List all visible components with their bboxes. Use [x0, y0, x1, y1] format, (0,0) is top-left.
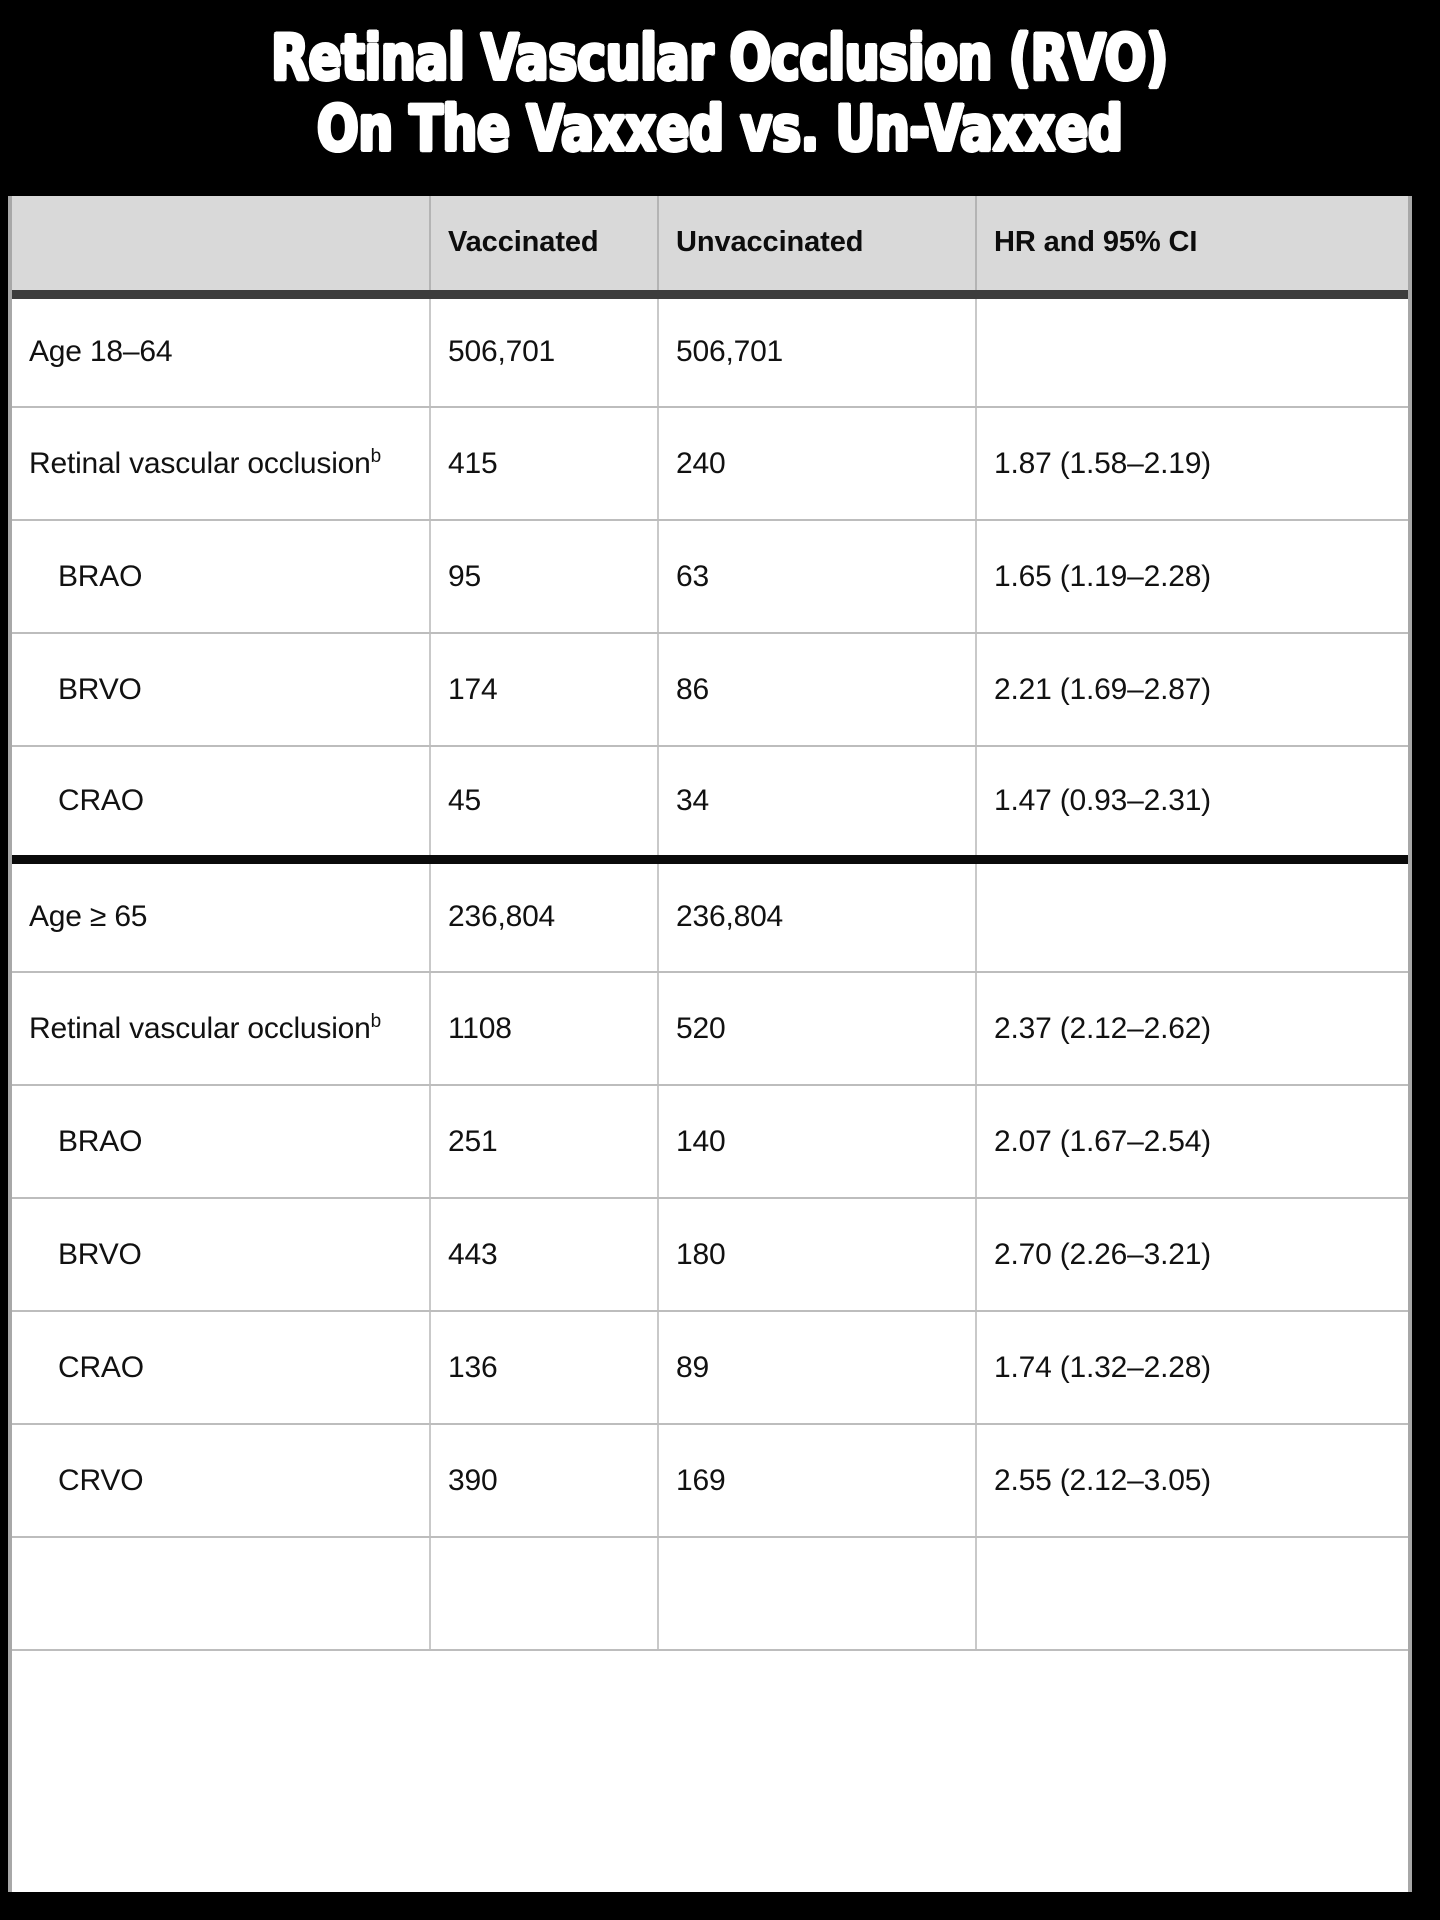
row-unvaccinated-cell: 236,804	[658, 859, 976, 972]
table-row	[12, 1085, 1408, 1198]
row-vaccinated-cell: 251	[430, 1085, 658, 1198]
table-row	[12, 1198, 1408, 1311]
row-vaccinated-cell: 506,701	[430, 294, 658, 407]
row-vaccinated-cell: 443	[430, 1198, 658, 1311]
row-vaccinated-cell: 1108	[430, 972, 658, 1085]
page-title-line-1: Retinal Vascular Occlusion (RVO)	[271, 21, 1169, 95]
row-hr-ci-cell: 2.37 (2.12–2.62)	[976, 972, 1408, 1085]
column-header-hr-ci: HR and 95% CI	[976, 196, 1408, 294]
column-header-vaccinated: Vaccinated	[430, 196, 658, 294]
rvo-data-table	[12, 196, 1408, 1651]
row-hr-ci-cell	[976, 859, 1408, 972]
row-hr-ci-cell: 2.55 (2.12–3.05)	[976, 1424, 1408, 1537]
row-label-cell: Age 18–64	[12, 294, 430, 407]
footnote-marker: b	[370, 445, 382, 467]
table-row	[12, 633, 1408, 746]
footnote-marker: b	[370, 1010, 382, 1032]
row-hr-ci-cell: 2.07 (1.67–2.54)	[976, 1085, 1408, 1198]
table-row	[12, 746, 1408, 859]
row-hr-ci-cell: 1.87 (1.58–2.19)	[976, 407, 1408, 520]
row-unvaccinated-cell: 520	[658, 972, 976, 1085]
column-header-label	[12, 196, 430, 294]
row-vaccinated-cell: 45	[430, 746, 658, 859]
row-label-cell: BRAO	[12, 520, 430, 633]
table-row	[12, 1424, 1408, 1537]
row-hr-ci-cell	[976, 1537, 1408, 1650]
row-hr-ci-cell	[976, 294, 1408, 407]
row-unvaccinated-cell: 169	[658, 1424, 976, 1537]
table-row	[12, 859, 1408, 972]
row-label-cell	[12, 1537, 430, 1650]
row-label-cell: Age ≥ 65	[12, 859, 430, 972]
row-vaccinated-cell: 236,804	[430, 859, 658, 972]
column-header-unvaccinated: Unvaccinated	[658, 196, 976, 294]
table-row	[12, 1537, 1408, 1650]
row-unvaccinated-cell: 63	[658, 520, 976, 633]
bottom-black-strip	[0, 1892, 1440, 1920]
row-unvaccinated-cell: 506,701	[658, 294, 976, 407]
table-row	[12, 294, 1408, 407]
row-vaccinated-cell: 174	[430, 633, 658, 746]
row-hr-ci-cell: 1.47 (0.93–2.31)	[976, 746, 1408, 859]
row-label-cell: BRVO	[12, 1198, 430, 1311]
row-unvaccinated-cell	[658, 1537, 976, 1650]
row-vaccinated-cell: 95	[430, 520, 658, 633]
row-label-cell: Retinal vascular occlusion$^b$	[12, 407, 430, 520]
rvo-table-container	[8, 196, 1412, 1892]
row-label-cell: Retinal vascular occlusion$^b$	[12, 972, 430, 1085]
row-vaccinated-cell: 136	[430, 1311, 658, 1424]
row-unvaccinated-cell: 240	[658, 407, 976, 520]
row-label-cell: CRAO	[12, 746, 430, 859]
table-row	[12, 972, 1408, 1085]
table-header	[12, 196, 1408, 294]
row-unvaccinated-cell: 180	[658, 1198, 976, 1311]
row-vaccinated-cell	[430, 1537, 658, 1650]
row-hr-ci-cell: 1.65 (1.19–2.28)	[976, 520, 1408, 633]
row-unvaccinated-cell: 140	[658, 1085, 976, 1198]
table-row	[12, 520, 1408, 633]
row-vaccinated-cell: 390	[430, 1424, 658, 1537]
table-row	[12, 407, 1408, 520]
row-vaccinated-cell: 415	[430, 407, 658, 520]
row-unvaccinated-cell: 89	[658, 1311, 976, 1424]
row-unvaccinated-cell: 86	[658, 633, 976, 746]
row-label-cell: BRVO	[12, 633, 430, 746]
row-label-cell: CRVO	[12, 1424, 430, 1537]
table-body	[12, 294, 1408, 1650]
table-row	[12, 1311, 1408, 1424]
row-hr-ci-cell: 2.21 (1.69–2.87)	[976, 633, 1408, 746]
page-title-line-2: On The Vaxxed vs. Un-Vaxxed	[317, 92, 1123, 165]
row-unvaccinated-cell: 34	[658, 746, 976, 859]
title-banner	[0, 0, 1440, 188]
row-label-cell: CRAO	[12, 1311, 430, 1424]
header-row	[12, 196, 1408, 294]
row-hr-ci-cell: 2.70 (2.26–3.21)	[976, 1198, 1408, 1311]
row-hr-ci-cell: 1.74 (1.32–2.28)	[976, 1311, 1408, 1424]
row-label-cell: BRAO	[12, 1085, 430, 1198]
